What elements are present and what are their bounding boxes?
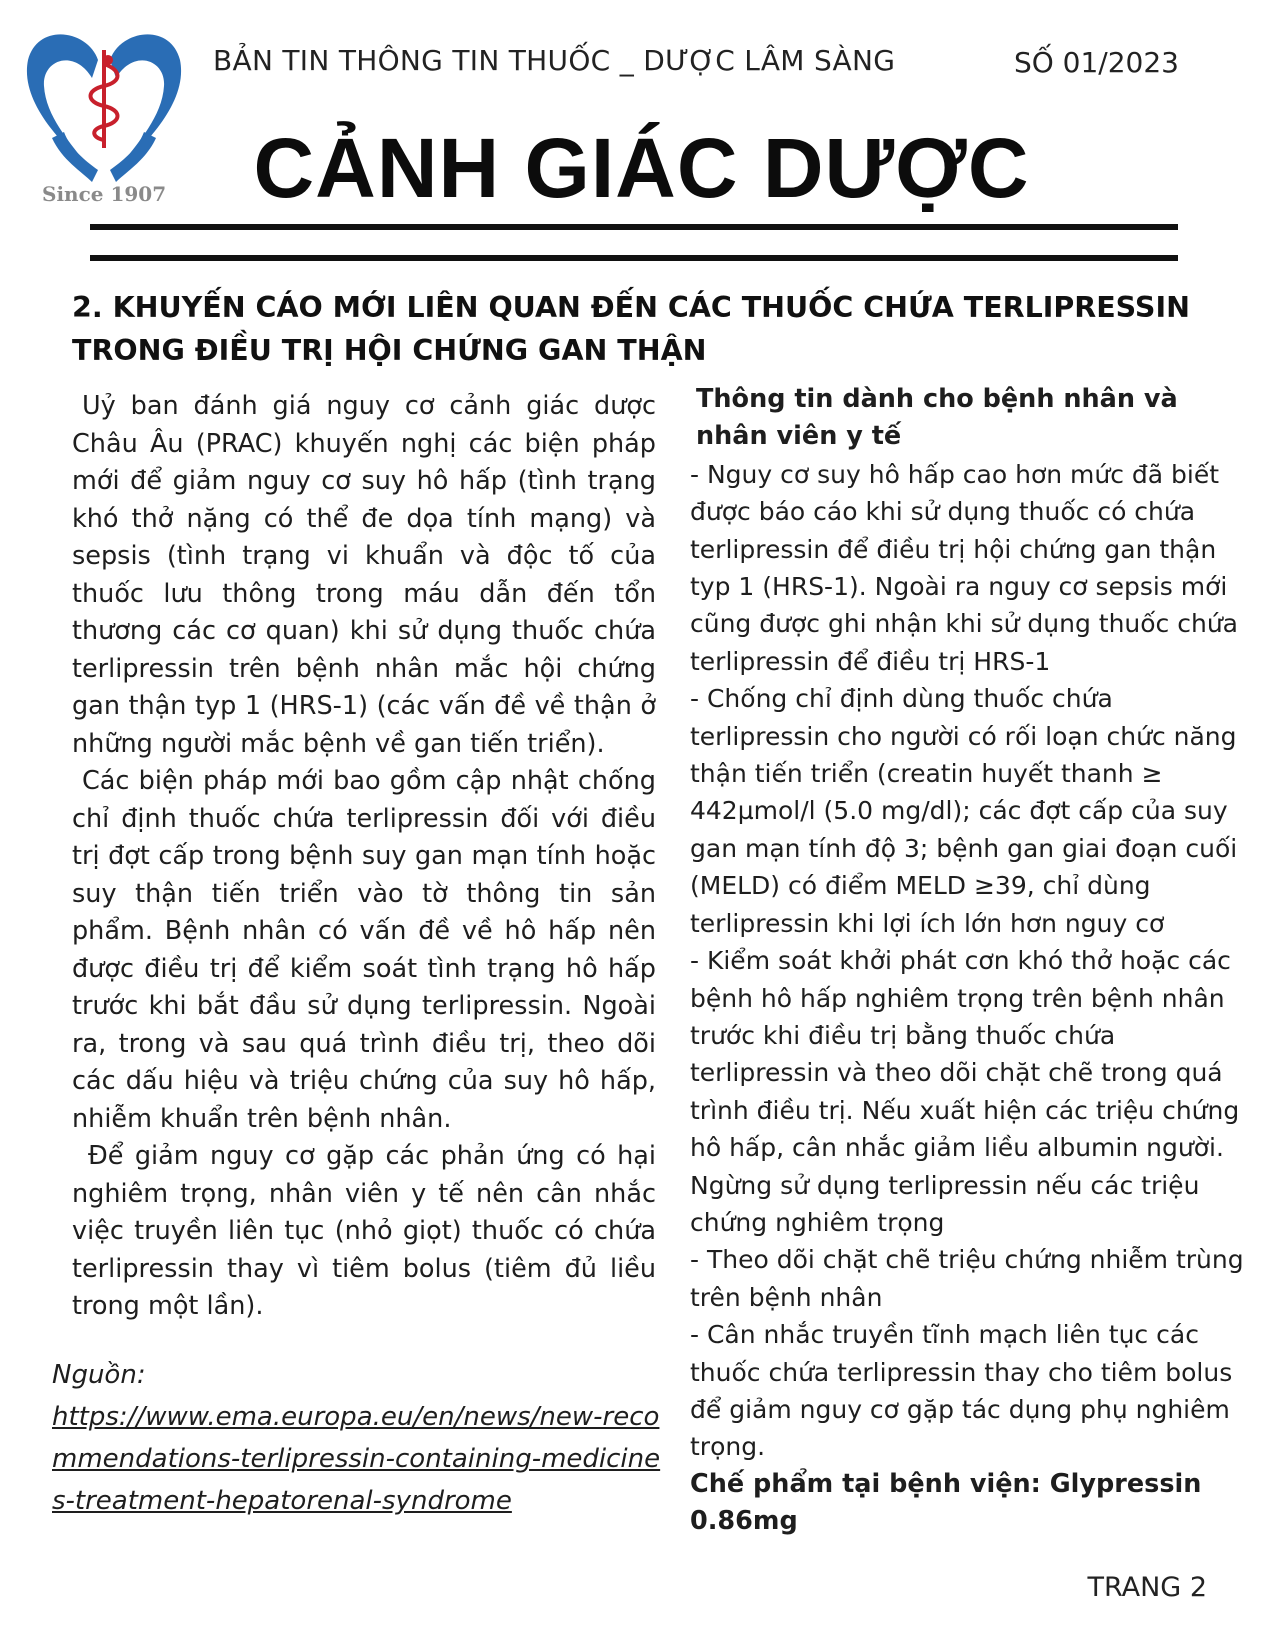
logo-since-text: Since 1907 bbox=[42, 182, 167, 206]
info-list-item: - Cân nhắc truyền tĩnh mạch liên tục các thuốc chứa terlipressin thay cho tiêm bolus để giảm nguy cơ gặp tác dụng phụ nghiêm trọng. bbox=[690, 1320, 1233, 1462]
info-list-item: - Theo dõi chặt chẽ triệu chứng nhiễm trùng trên bệnh nhân bbox=[690, 1245, 1244, 1312]
article-body bbox=[72, 388, 656, 1326]
bulletin-title: BẢN TIN THÔNG TIN THUỐC _ DƯỢC LÂM SÀNG bbox=[213, 44, 896, 77]
page-number: TRANG 2 bbox=[1087, 1572, 1207, 1603]
source-citation bbox=[52, 1354, 672, 1522]
page-title: CẢNH GIÁC DƯỢC bbox=[253, 121, 1030, 215]
info-list-item: - Chống chỉ định dùng thuốc chứa terlipressin cho người có rối loạn chức năng thận tiến triển (creatin huyết thanh ≥ 442µmol/l (5.0 mg/dl); các đợt cấp của suy gan mạn tính độ 3; bệnh gan giai đoạn cuối (MELD) có điểm MELD ≥39, chỉ dùng terlipressin khi lợi ích lớn hơn nguy cơ bbox=[690, 684, 1238, 938]
hospital-product: Chế phẩm tại bệnh viện: Glypressin 0.86mg bbox=[690, 1468, 1202, 1537]
info-box-heading: Thông tin dành cho bệnh nhân và nhân viên y tế bbox=[696, 384, 1178, 452]
article-paragraph: Để giảm nguy cơ gặp các phản ứng có hại nghiêm trọng, nhân viên y tế nên cân nhắc việc truyền liên tục (nhỏ giọt) thuốc có chứa terlipressin thay vì tiêm bolus (tiêm đủ liều trong một lần). bbox=[72, 1141, 656, 1321]
issue-number: SỐ 01/2023 bbox=[1013, 46, 1179, 79]
info-box bbox=[690, 381, 1250, 1541]
info-list-item: - Kiểm soát khởi phát cơn khó thở hoặc các bệnh hô hấp nghiêm trọng trên bệnh nhân trước khi điều trị bằng thuốc chứa terlipressin và theo dõi chặt chẽ trong quá trình điều trị. Nếu xuất hiện các triệu chứng hô hấp, cân nhắc giảm liều albumin người. Ngừng sử dụng terlipressin nếu các triệu chứng nghiêm trọng bbox=[690, 946, 1240, 1237]
source-label: Nguồn: bbox=[52, 1360, 146, 1390]
header-divider-top bbox=[90, 224, 1178, 230]
header-divider-bottom bbox=[90, 255, 1178, 261]
info-list-item: - Nguy cơ suy hô hấp cao hơn mức đã biết được báo cáo khi sử dụng thuốc có chứa terlipressin để điều trị hội chứng gan thận typ 1 (HRS-1). Ngoài ra nguy cơ sepsis mới cũng được ghi nhận khi sử dụng thuốc chứa terlipressin để điều trị HRS-1 bbox=[690, 459, 1238, 676]
source-link[interactable]: https://www.ema.europa.eu/en/news/new-recommendations-terlipressin-containing-medicines-treatment-hepatorenal-syndrome bbox=[52, 1402, 661, 1516]
article-paragraph: Các biện pháp mới bao gồm cập nhật chống chỉ định thuốc chứa terlipressin đối với điều trị đợt cấp trong bệnh suy gan mạn tính hoặc suy thận tiến triển vào tờ thông tin sản phẩm. Bệnh nhân có vấn đề về hô hấp nên được điều trị để kiểm soát tình trạng hô hấp trước khi bắt đầu sử dụng terlipressin. Ngoài ra, trong và sau quá trình điều trị, theo dõi các dấu hiệu và triệu chứng của suy hô hấp, nhiễm khuẩn trên bệnh nhân. bbox=[72, 766, 656, 1134]
section-heading: 2. KHUYẾN CÁO MỚI LIÊN QUAN ĐẾN CÁC THUỐC CHỨA TERLIPRESSIN TRONG ĐIỀU TRỊ HỘI CHỨNG GAN THẬN bbox=[72, 291, 1190, 367]
article-paragraph: Uỷ ban đánh giá nguy cơ cảnh giác dược Châu Âu (PRAC) khuyến nghị các biện pháp mới để giảm nguy cơ suy hô hấp (tình trạng khó thở nặng có thể đe dọa tính mạng) và sepsis (tình trạng vi khuẩn và độc tố của thuốc lưu thông trong máu dẫn đến tổn thương các cơ quan) khi sử dụng thuốc chứa terlipressin trên bệnh nhân mắc hội chứng gan thận typ 1 (HRS-1) (các vấn đề về thận ở những người mắc bệnh về gan tiến triển). bbox=[72, 391, 656, 759]
